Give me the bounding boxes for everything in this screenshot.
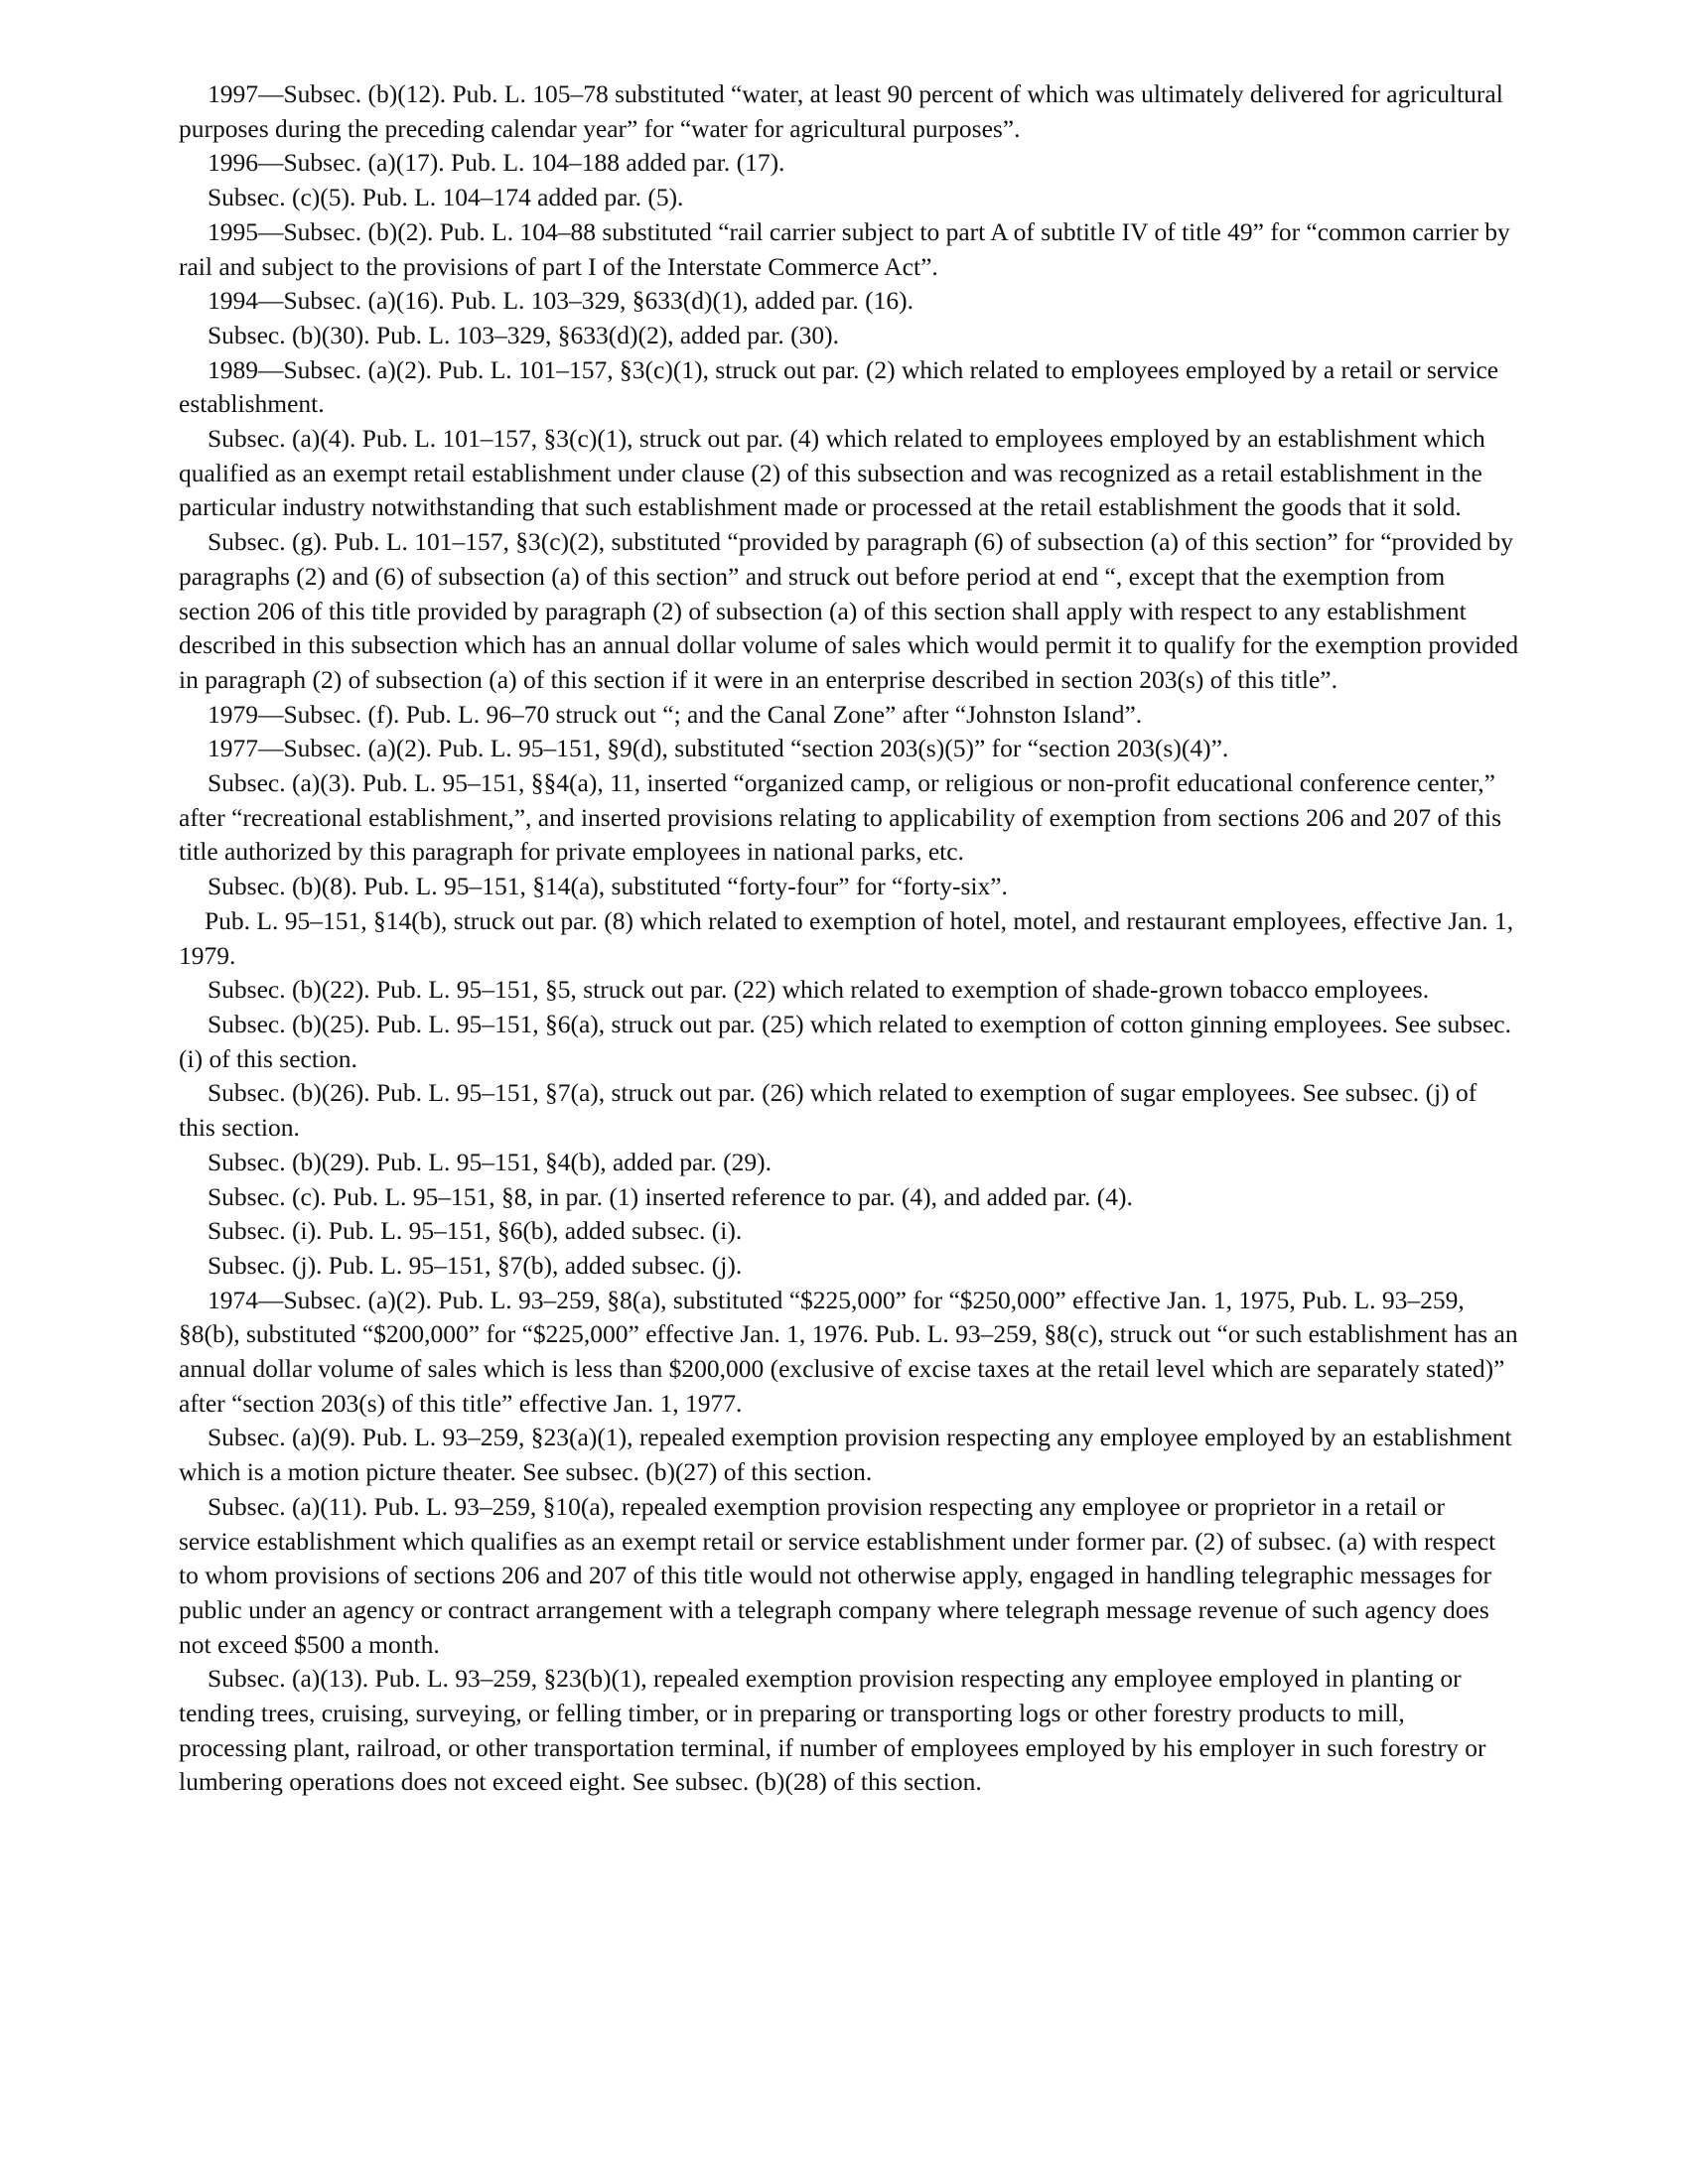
amendment-paragraph: Subsec. (a)(9). Pub. L. 93–259, §23(a)(1), repealed exemption provision respecting any employee employed by an establishment which is a motion picture theater. See subsec. (b)(27) of this section. — [179, 1423, 1512, 1487]
amendment-paragraph: Subsec. (j). Pub. L. 95–151, §7(b), added subsec. (j). — [208, 1250, 743, 1280]
amendment-paragraph: Subsec. (b)(25). Pub. L. 95–151, §6(a), struck out par. (25) which related to exemption of cotton ginning employees. See subsec. (i) of this section. — [179, 1009, 1511, 1073]
amendment-paragraph: 1974—Subsec. (a)(2). Pub. L. 93–259, §8(a), substituted “$225,000” for “$250,000” effective Jan. 1, 1975, Pub. L. 93–259, §8(b), substituted “$200,000” for “$225,000” effective Jan. 1, 1976. Pub. L. 93–259, §8(c), struck out “or such establishment has an annual dollar volume of sales which is less than $200,000 (exclusive of excise taxes at the retail level which are separately stated)” after “section 203(s) of this title” effective Jan. 1, 1977. — [179, 1285, 1518, 1418]
amendment-paragraph: Subsec. (g). Pub. L. 101–157, §3(c)(2), substituted “provided by paragraph (6) of subsection (a) of this section” for “provided by paragraphs (2) and (6) of subsection (a) of this section” and struck out before period at end “, except that the exemption from section 206 of this title provided by paragraph (2) of subsection (a) of this section shall apply with respect to any establishment described in this subsection which has an annual dollar volume of sales which would permit it to qualify for the exemption provided in paragraph (2) of subsection (a) of this section if it were in an enterprise described in section 203(s) of this title”. — [179, 527, 1519, 694]
amendment-paragraph: Subsec. (b)(22). Pub. L. 95–151, §5, struck out par. (22) which related to exemption of shade-grown tobacco employees. — [208, 975, 1430, 1005]
amendment-paragraph: Subsec. (a)(3). Pub. L. 95–151, §§4(a), 11, inserted “organized camp, or religious or non-profit educational conference center,” after “recreational establishment,”, and inserted provisions relating to applicability of exemption from sections 206 and 207 of this title authorized by this paragraph for private employees in national parks, etc. — [179, 768, 1502, 867]
document-page — [179, 77, 1519, 1800]
amendment-paragraph: Subsec. (b)(8). Pub. L. 95–151, §14(a), substituted “forty-four” for “forty-six”. — [208, 872, 1008, 901]
amendment-paragraph: Subsec. (a)(11). Pub. L. 93–259, §10(a), repealed exemption provision respecting any employee or proprietor in a retail or service establishment which qualifies as an exempt retail or service establishment under former par. (2) of subsec. (a) with respect to whom provisions of sections 206 and 207 of this title would not otherwise apply, engaged in handling telegraphic messages for public under an agency or contract arrangement with a telegraph company where telegraph message revenue of such agency does not exceed $500 a month. — [179, 1491, 1496, 1659]
amendment-paragraph: 1995—Subsec. (b)(2). Pub. L. 104–88 substituted “rail carrier subject to part A of subtitle IV of title 49” for “common carrier by rail and subject to the provisions of part I of the Interstate Commerce Act”. — [179, 216, 1510, 281]
amendment-paragraph: Subsec. (b)(30). Pub. L. 103–329, §633(d)(2), added par. (30). — [208, 320, 839, 349]
amendment-paragraph: Subsec. (b)(26). Pub. L. 95–151, §7(a), struck out par. (26) which related to exemption of sugar employees. See subsec. (j) of this section. — [179, 1078, 1477, 1143]
amendment-paragraph: Subsec. (b)(29). Pub. L. 95–151, §4(b), added par. (29). — [208, 1147, 772, 1176]
amendment-paragraph: 1979—Subsec. (f). Pub. L. 96–70 struck out “; and the Canal Zone” after “Johnston Island”. — [208, 699, 1143, 729]
amendment-paragraph: Subsec. (c)(5). Pub. L. 104–174 added par. (5). — [208, 183, 684, 212]
amendment-paragraph: 1997—Subsec. (b)(12). Pub. L. 105–78 substituted “water, at least 90 percent of which was ultimately delivered for agricultural purposes during the preceding calendar year” for “water for agricultural purposes”. — [179, 79, 1503, 143]
amendment-paragraph: Subsec. (i). Pub. L. 95–151, §6(b), added subsec. (i). — [208, 1216, 743, 1246]
amendment-paragraph: Subsec. (a)(13). Pub. L. 93–259, §23(b)(1), repealed exemption provision respecting any employee employed in planting or tending trees, cruising, surveying, or felling timber, or in preparing or transporting logs or other forestry products to mill, processing plant, railroad, or other transportation terminal, if number of employees employed by his employer in such forestry or lumbering operations does not exceed eight. See subsec. (b)(28) of this section. — [179, 1664, 1486, 1797]
amendment-paragraph: Subsec. (c). Pub. L. 95–151, §8, in par. (1) inserted reference to par. (4), and added par. (4). — [208, 1181, 1133, 1211]
amendment-paragraph: 1994—Subsec. (a)(16). Pub. L. 103–329, §633(d)(1), added par. (16). — [208, 286, 914, 316]
amendment-paragraph: Subsec. (a)(4). Pub. L. 101–157, §3(c)(1), struck out par. (4) which related to employees employed by an establishment which qualified as an exempt retail establishment under clause (2) of this subsection and was recognized as a retail establishment in the particular industry notwithstanding that such establishment made or processed at the retail establishment the goods that it sold. — [179, 424, 1485, 522]
amendment-paragraph: 1996—Subsec. (a)(17). Pub. L. 104–188 added par. (17). — [208, 148, 785, 178]
amendment-paragraph: 1977—Subsec. (a)(2). Pub. L. 95–151, §9(d), substituted “section 203(s)(5)” for “section 203(s)(4)”. — [208, 734, 1229, 763]
amendment-paragraph: 1989—Subsec. (a)(2). Pub. L. 101–157, §3(c)(1), struck out par. (2) which related to employees employed by a retail or service establishment. — [179, 354, 1499, 419]
amendment-paragraph: Pub. L. 95–151, §14(b), struck out par. (8) which related to exemption of hotel, motel, and restaurant employees, effective Jan. 1, 1979. — [179, 905, 1514, 970]
